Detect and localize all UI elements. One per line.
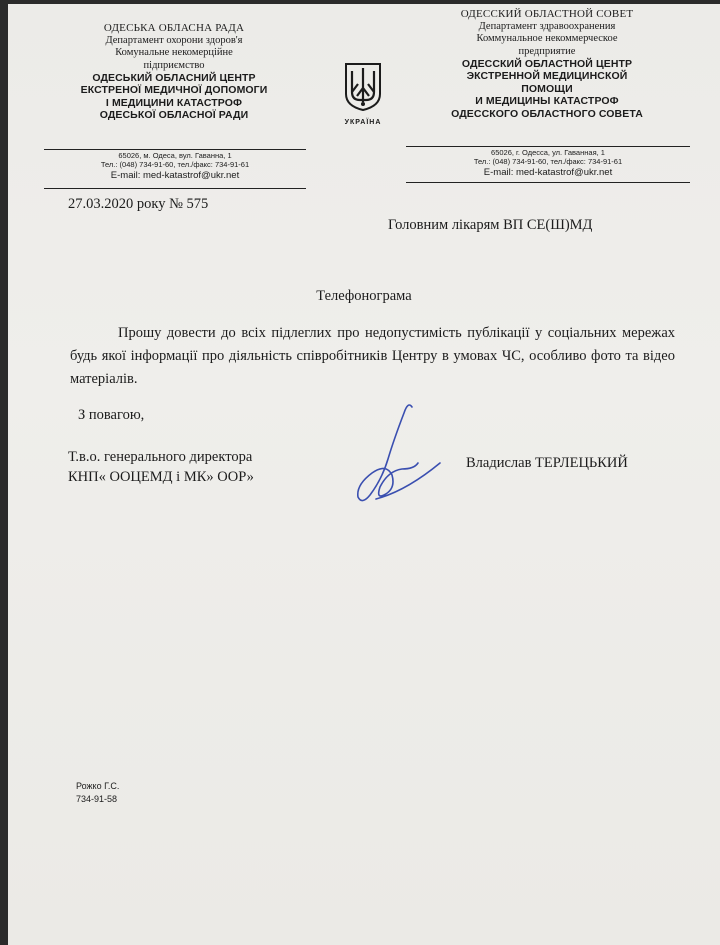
executor-name: Рожко Г.С. <box>76 781 120 791</box>
org-name-line2: ЕКСТРЕНОЇ МЕДИЧНОЇ ДОПОМОГИ <box>80 84 268 97</box>
org-name-line3: І МЕДИЦИНИ КАТАСТРОФ <box>105 96 243 109</box>
header-left-address <box>50 151 300 182</box>
executor-phone: 734-91-58 <box>76 794 118 804</box>
address-line-ru: 65026, г. Одесса, ул. Гаванная, 1 <box>491 148 605 157</box>
enterprise-type-cont: підприємство <box>143 59 205 71</box>
tryzub-icon <box>344 62 382 112</box>
greeting: З повагою, <box>78 407 145 423</box>
header-left-rule-top <box>44 149 306 150</box>
body-paragraph <box>70 322 675 391</box>
enterprise-type-ru-cont: предприятие <box>518 45 576 57</box>
org-name-ru-line4: И МЕДИЦИНЫ КАТАСТРОФ <box>475 95 619 108</box>
header-left <box>48 22 300 122</box>
date-number: 27.03.2020 року № 575 <box>68 196 209 212</box>
org-name-line4: ОДЕСЬКОЇ ОБЛАСНОЇ РАДИ <box>99 109 249 122</box>
header-right-rule-top <box>406 146 690 147</box>
body-text: Прошу довести до всіх підлеглих про недопустимість публікації у соціальних мережах будь якої інформації про діяльність співробітників Центру в умовах ЧС, особливо фото та відео матеріалів. <box>70 325 675 387</box>
org-name-ru-line2: ЭКСТРЕННОЙ МЕДИЦИНСКОЙ <box>466 70 628 83</box>
signer-organization: КНП« ООЦЕМД і МК» ООР» <box>68 469 254 485</box>
email-line-ru: E-mail: med-katastrof@ukr.net <box>483 166 613 178</box>
org-name-ru-line3: ПОМОЩИ <box>521 82 573 95</box>
signer-name: Владислав ТЕРЛЕЦЬКИЙ <box>466 455 628 471</box>
phone-line: Тел.: (048) 734-91-60, тел./факс: 734-91-61 <box>100 160 250 170</box>
emblem <box>334 62 392 126</box>
org-name-ru-line1: ОДЕССКИЙ ОБЛАСТНОЙ ЦЕНТР <box>461 58 633 71</box>
document-title: Телефонограма <box>316 288 412 304</box>
executor-block <box>76 780 119 806</box>
org-name-line1: ОДЕСЬКИЙ ОБЛАСНИЙ ЦЕНТР <box>92 72 256 85</box>
phone-line-ru: Тел.: (048) 734-91-60, тел./факс: 734-91-61 <box>473 157 623 167</box>
header-right <box>413 8 681 120</box>
header-right-rule-bottom <box>406 182 690 183</box>
department-name: Департамент охорони здоров'я <box>105 34 243 46</box>
address-line: 65026, м. Одеса, вул. Гаванна, 1 <box>118 151 232 160</box>
department-name-ru: Департамент здравоохранения <box>478 20 616 32</box>
enterprise-type-ru: Коммунальное некоммерческое <box>476 33 618 45</box>
handwritten-signature <box>336 399 466 514</box>
recipient: Головним лікарям ВП СЕ(Ш)МД <box>388 217 593 233</box>
header-left-rule-bottom <box>44 188 306 189</box>
letter-page <box>8 4 720 945</box>
emblem-caption: УКРАЇНА <box>344 119 382 126</box>
email-line: E-mail: med-katastrof@ukr.net <box>110 169 240 181</box>
council-name-ru: ОДЕССКИЙ ОБЛАСТНОЙ СОВЕТ <box>460 8 634 20</box>
enterprise-type: Комунальне некомерційне <box>115 47 233 59</box>
org-name-ru-line5: ОДЕССКОГО ОБЛАСТНОГО СОВЕТА <box>451 107 643 120</box>
signer-title: Т.в.о. генерального директора <box>68 449 253 465</box>
header-right-address <box>423 148 673 179</box>
signer-block <box>68 447 254 487</box>
council-name: ОДЕСЬКА ОБЛАСНА РАДА <box>103 22 245 34</box>
